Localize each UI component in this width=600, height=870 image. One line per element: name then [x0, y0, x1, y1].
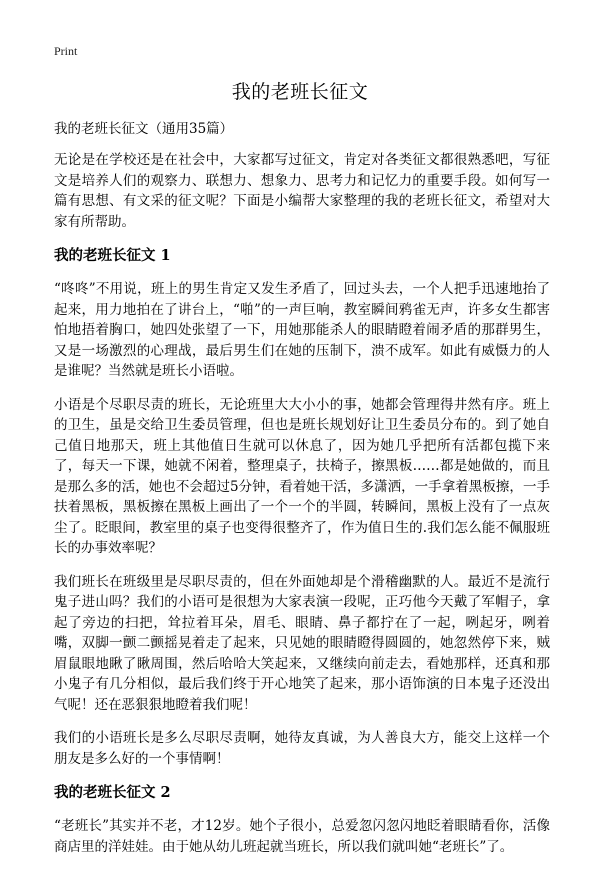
intro-paragraph: 无论是在学校还是在社会中，大家都写过征文，肯定对各类征文都很熟悉吧，写征文是培养人们的观察力、联想力、想象力、思考力和记忆力的重要手段。如何写一篇有思想、有文采的征文呢？下面是小编帮大家整理的我的老班长征文，希望对大家有所帮助。: [54, 152, 550, 230]
article-subtitle: 我的老班长征文（通用35篇）: [54, 121, 234, 137]
section-2-heading: 我的老班长征文 2: [54, 784, 171, 801]
section-1-paragraph-2: 小语是个尽职尽责的班长，无论班里大大小小的事，她都会管理得井然有序。班上的卫生，虽是交给卫生委员管理，但也是班长规划好让卫生委员分布的。到了她自己值日地那天，班上其他值日生就可以休息了，因为她几乎把所有活都包揽下来了，每天一下课，她就不闲着，整理桌子，扶椅子，擦黑板……都是她做的，而且是那么多的活，她也不会超过5分钟，看着她干活，多潇洒，一手拿着黑板擦，一手扶着黑板，黑板擦在黑板上画出了一个一个的半圆，转瞬间，黑板上没有了一点灰尘了。眨眼间，教室里的桌子也变得很整齐了，作为值日生的.我们怎么能不佩服班长的办事效率呢？: [54, 396, 550, 556]
section-1-paragraph-4: 我们的小语班长是多么尽职尽责啊，她待友真诚，为人善良大方，能交上这样一个朋友是多么好的一个事情啊！: [54, 730, 550, 767]
section-1-heading: 我的老班长征文 1: [54, 247, 171, 264]
article-body: [54, 118, 550, 870]
section-1-paragraph-1: “咚咚”不用说，班上的男生肯定又发生矛盾了，回过头去，一个人把手迅速地抬了起来，用力地拍在了讲台上，“啪”的一声巨响，教室瞬间鸦雀无声，许多女生都害怕地捂着胸口，她四处张望了一下，用她那能杀人的眼睛瞪着闹矛盾的那群男生，又是一场激烈的心理战，最后男生们在她的压制下，溃不成军。如此有威慑力的人是谁呢？当然就是班长小语啦。: [54, 281, 550, 379]
section-2-paragraph-1: “老班长”其实并不老，才12岁。她个子很小，总爱忽闪忽闪地眨着眼睛看你，活像商店里的洋娃娃。由于她从幼儿班起就当班长，所以我们就叫她“老班长”了。: [54, 818, 550, 855]
print-link[interactable]: Print: [54, 44, 78, 58]
section-1-paragraph-3: 我们班长在班级里是尽职尽责的，但在外面她却是个滑稽幽默的人。最近不是流行鬼子进山吗？我们的小语可是很想为大家表演一段呢，正巧他今天戴了军帽子，拿起了旁边的扫把，耸拉着耳朵，眉毛、眼睛、鼻子都拧在了一起，咧起牙，咧着嘴，双脚一颤二颤摇晃着走了起来，只见她的眼睛瞪得圆圆的，她忽然停下来，贼眉鼠眼地瞅了瞅周围，然后哈哈大笑起来，又继续向前走去，看她那样，还真和那小鬼子有几分相似，最后我们终于开心地笑了起来，那小语饰演的日本鬼子还没出气呢！还在恶狠狠地瞪着我们呢！: [54, 573, 550, 713]
page-title: 我的老班长征文: [231, 81, 369, 103]
